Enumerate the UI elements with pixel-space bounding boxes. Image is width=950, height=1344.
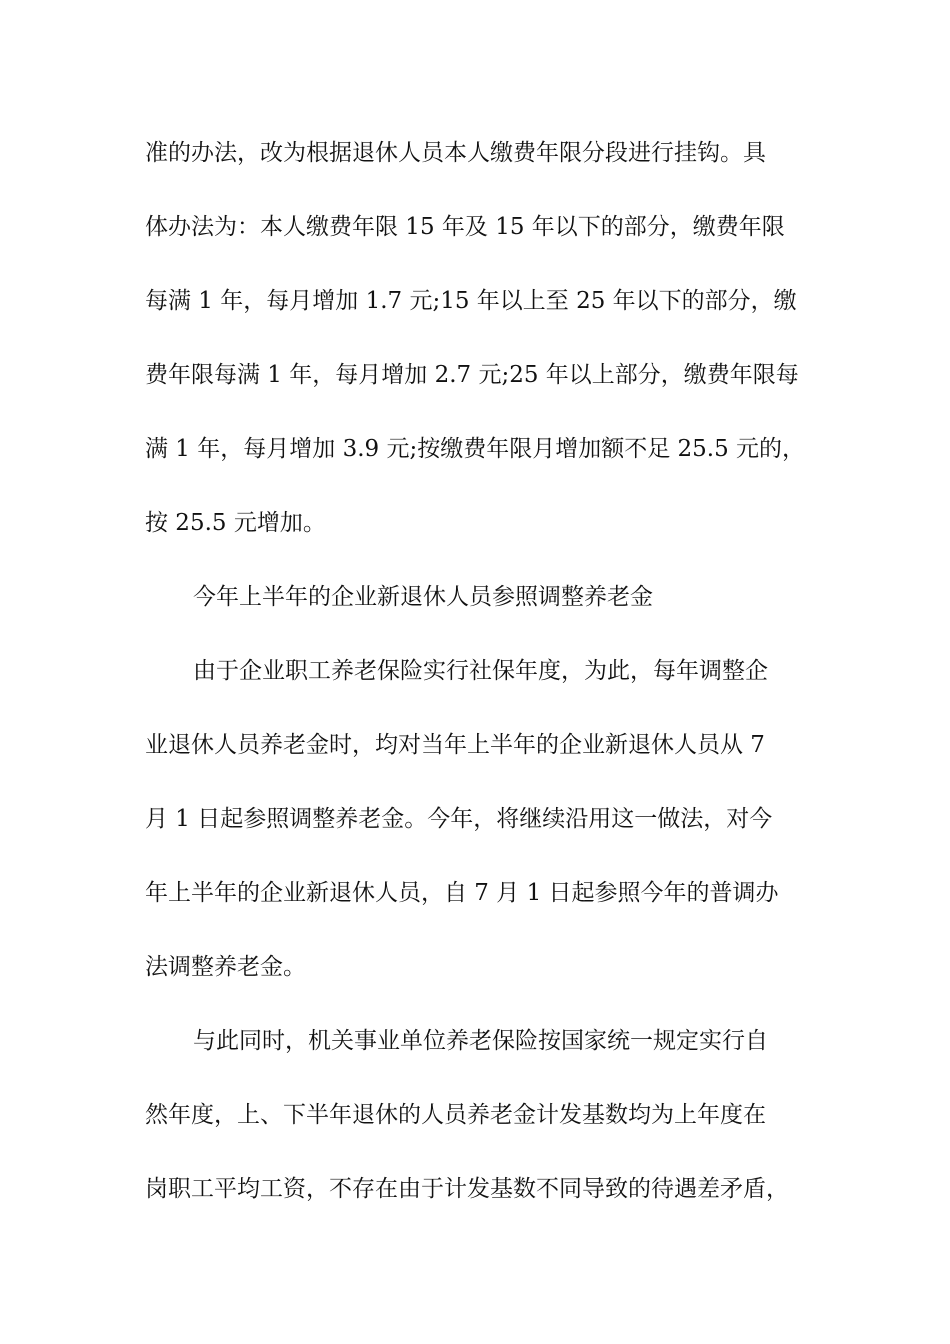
paragraph-line: 由于企业职工养老保险实行社保年度，为此，每年调整企 bbox=[193, 658, 768, 684]
paragraph-line: 业退休人员养老金时，均对当年上半年的企业新退休人员从 7 bbox=[145, 732, 765, 758]
paragraph-line: 岗职工平均工资，不存在由于计发基数不同导致的待遇差矛盾， bbox=[145, 1176, 789, 1202]
paragraph-line: 法调整养老金。 bbox=[145, 954, 306, 980]
section-heading: 今年上半年的企业新退休人员参照调整养老金 bbox=[193, 584, 653, 610]
paragraph-line: 满 1 年，每月增加 3.9 元;按缴费年限月增加额不足 25.5 元的， bbox=[145, 436, 806, 462]
paragraph-line: 月 1 日起参照调整养老金。今年，将继续沿用这一做法，对今 bbox=[145, 806, 773, 832]
paragraph-line: 与此同时，机关事业单位养老保险按国家统一规定实行自 bbox=[193, 1028, 768, 1054]
paragraph-line: 年上半年的企业新退休人员，自 7 月 1 日起参照今年的普调办 bbox=[145, 880, 779, 906]
paragraph-line: 然年度，上、下半年退休的人员养老金计发基数均为上年度在 bbox=[145, 1102, 766, 1128]
paragraph-line: 准的办法，改为根据退休人员本人缴费年限分段进行挂钩。具 bbox=[145, 140, 766, 166]
paragraph-line: 体办法为：本人缴费年限 15 年及 15 年以下的部分，缴费年限 bbox=[145, 214, 785, 240]
paragraph-line: 费年限每满 1 年，每月增加 2.7 元;25 年以上部分，缴费年限每 bbox=[145, 362, 799, 388]
paragraph-line: 每满 1 年，每月增加 1.7 元;15 年以上至 25 年以下的部分，缴 bbox=[145, 288, 797, 314]
paragraph-line: 按 25.5 元增加。 bbox=[145, 510, 326, 536]
document-body bbox=[145, 128, 810, 1238]
